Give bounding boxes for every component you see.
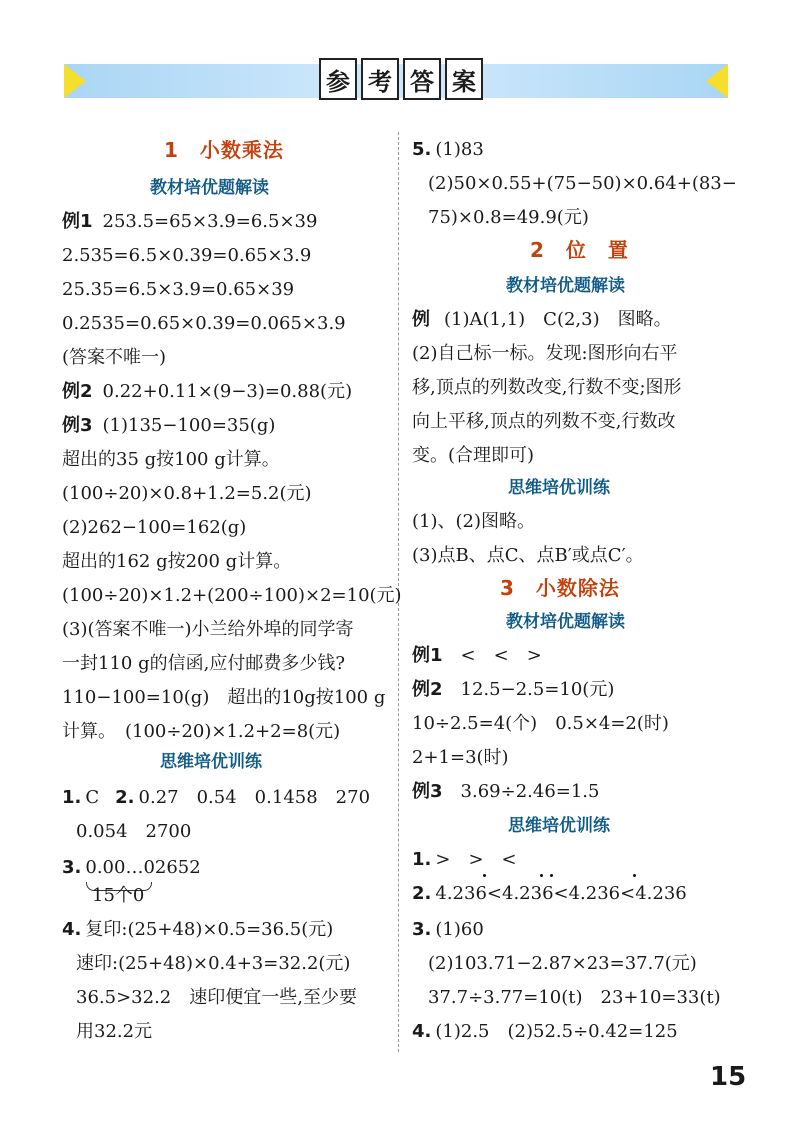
answer-line: (1)、(2)图略。 bbox=[412, 511, 535, 532]
answer-text: < < > bbox=[460, 645, 542, 666]
example-2-line bbox=[412, 678, 614, 702]
problem-1-line bbox=[412, 848, 517, 872]
answer-line: 2+1=3(时) bbox=[412, 747, 509, 768]
problem-2-line bbox=[412, 882, 687, 906]
answer-text: 0.27 0.54 0.1458 270 bbox=[138, 787, 371, 808]
banner-left-arrow-icon bbox=[64, 64, 86, 98]
section-title-position: 2 位 置 bbox=[530, 238, 629, 262]
banner-right-arrow-icon bbox=[706, 64, 728, 98]
answer-text: (1)83 bbox=[435, 139, 484, 160]
answer-line: (2)262−100=162(g) bbox=[62, 517, 247, 538]
repeating-decimal-dot bbox=[633, 874, 636, 877]
subsection-title: 教材培优题解读 bbox=[506, 612, 625, 632]
answer-line: 超出的35 g按100 g计算。 bbox=[62, 449, 280, 470]
question-label: 3. bbox=[62, 857, 82, 878]
banner-title bbox=[319, 58, 483, 100]
answer-text: (1)2.5 (2)52.5÷0.42=125 bbox=[435, 1021, 678, 1042]
answer-line: (2)自己标一标。发现:图形向右平 bbox=[412, 343, 678, 364]
answer-text: 复印:(25+48)×0.5=36.5(元) bbox=[85, 919, 334, 940]
example-label: 例1 bbox=[62, 211, 93, 232]
page-number: 15 bbox=[710, 1062, 747, 1092]
example-label: 例 bbox=[412, 309, 430, 330]
answer-line: 计算。 (100÷20)×1.2+2=8(元) bbox=[62, 721, 341, 742]
question-label: 1. bbox=[412, 849, 432, 870]
answer-text: 0.00…02652 bbox=[85, 857, 201, 878]
answer-line: 超出的162 g按200 g计算。 bbox=[62, 551, 292, 572]
answer-text: 12.5−2.5=10(元) bbox=[460, 679, 615, 700]
subsection-title: 教材培优题解读 bbox=[150, 178, 269, 198]
answer-line: 37.7÷3.77=10(t) 23+10=33(t) bbox=[428, 987, 721, 1008]
subsection-title: 教材培优题解读 bbox=[506, 276, 625, 296]
answer-text: (1)135−100=35(g) bbox=[102, 415, 276, 436]
answer-line: 25.35=6.5×3.9=0.65×39 bbox=[62, 279, 295, 300]
answer-line: 向上平移,顶点的列数不变,行数改 bbox=[412, 411, 676, 432]
question-1-2-line bbox=[62, 786, 370, 810]
answer-line: 速印:(25+48)×0.4+3=32.2(元) bbox=[76, 953, 351, 974]
example-1-line bbox=[62, 210, 317, 234]
example-line bbox=[412, 308, 672, 332]
answer-line: 2.535=6.5×0.39=0.65×3.9 bbox=[62, 245, 312, 266]
answer-text: 4.236<4.236<4.236<4.236 bbox=[435, 883, 687, 904]
banner-char: 考 bbox=[361, 58, 399, 100]
question-4-line bbox=[62, 918, 333, 942]
answer-text: 3.69÷2.46=1.5 bbox=[460, 781, 600, 802]
subsection-title: 思维培优训练 bbox=[508, 478, 610, 498]
example-3-line bbox=[412, 780, 599, 804]
answer-line: 75)×0.8=49.9(元) bbox=[428, 207, 589, 228]
answer-line: 0.2535=0.65×0.39=0.065×3.9 bbox=[62, 313, 346, 334]
question-label: 4. bbox=[412, 1021, 432, 1042]
banner-char: 参 bbox=[319, 58, 357, 100]
answer-line: 36.5>32.2 速印便宜一些,至少要 bbox=[76, 987, 357, 1008]
repeating-decimal-dot bbox=[550, 874, 553, 877]
answer-line: (100÷20)×0.8+1.2=5.2(元) bbox=[62, 483, 312, 504]
answer-text: > > < bbox=[435, 849, 517, 870]
section-title-decimal-division: 3 小数除法 bbox=[500, 576, 620, 600]
answer-line: (3)点B、点C、点B′或点C′。 bbox=[412, 545, 644, 566]
example-2-line bbox=[62, 380, 352, 404]
repeating-decimal-dot bbox=[483, 874, 486, 877]
repeating-decimal-dot bbox=[540, 874, 543, 877]
answer-banner bbox=[64, 58, 728, 104]
answer-line: 110−100=10(g) 超出的10g按100 g bbox=[62, 687, 386, 708]
example-label: 例2 bbox=[412, 679, 443, 700]
question-label: 4. bbox=[62, 919, 82, 940]
answer-line: (2)103.71−2.87×23=37.7(元) bbox=[428, 953, 697, 974]
question-5-line bbox=[412, 138, 484, 162]
question-3-line bbox=[62, 856, 201, 880]
example-label: 例3 bbox=[62, 415, 93, 436]
answer-line: 用32.2元 bbox=[76, 1021, 153, 1042]
example-3-line bbox=[62, 414, 275, 438]
brace-caption: 15个0 bbox=[92, 885, 145, 906]
subsection-title: 思维培优训练 bbox=[160, 752, 262, 772]
answer-line: (2)50×0.55+(75−50)×0.64+(83− bbox=[428, 173, 737, 194]
answer-text: C bbox=[85, 787, 100, 808]
banner-char: 答 bbox=[403, 58, 441, 100]
problem-4-line bbox=[412, 1020, 678, 1044]
answer-text: 253.5=65×3.9=6.5×39 bbox=[102, 211, 318, 232]
answer-line: (答案不唯一) bbox=[62, 347, 167, 368]
answer-line: (100÷20)×1.2+(200÷100)×2=10(元) bbox=[62, 585, 402, 606]
subsection-title: 思维培优训练 bbox=[508, 816, 610, 836]
question-label: 2. bbox=[115, 787, 135, 808]
question-label: 2. bbox=[412, 883, 432, 904]
problem-3-line bbox=[412, 918, 484, 942]
answer-line: 变。(合理即可) bbox=[412, 445, 535, 466]
answer-text: 0.22+0.11×(9−3)=0.88(元) bbox=[102, 381, 353, 402]
answer-text: (1)A(1,1) C(2,3) 图略。 bbox=[444, 309, 672, 330]
question-label: 5. bbox=[412, 139, 432, 160]
question-label: 1. bbox=[62, 787, 82, 808]
answer-line: 一封110 g的信函,应付邮费多少钱? bbox=[62, 653, 345, 674]
example-label: 例3 bbox=[412, 781, 443, 802]
answer-text: (1)60 bbox=[435, 919, 484, 940]
question-label: 3. bbox=[412, 919, 432, 940]
banner-char: 案 bbox=[445, 58, 483, 100]
example-1-line bbox=[412, 644, 542, 668]
answer-line: 0.054 2700 bbox=[76, 821, 192, 842]
answer-line: (3)(答案不唯一)小兰给外埠的同学寄 bbox=[62, 619, 354, 640]
example-label: 例2 bbox=[62, 381, 93, 402]
answer-line: 移,顶点的列数改变,行数不变;图形 bbox=[412, 377, 682, 398]
example-label: 例1 bbox=[412, 645, 443, 666]
answer-line: 10÷2.5=4(个) 0.5×4=2(时) bbox=[412, 713, 669, 734]
section-title-decimal-multiplication: 1 小数乘法 bbox=[164, 138, 284, 162]
